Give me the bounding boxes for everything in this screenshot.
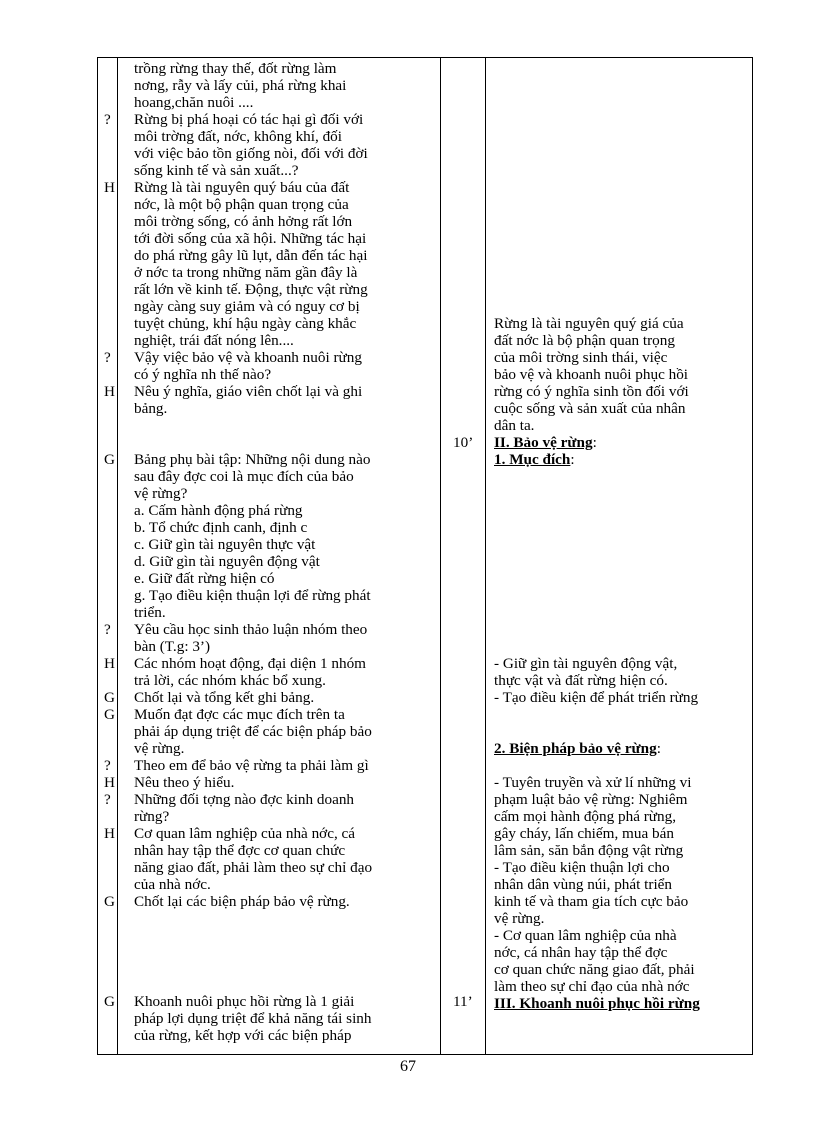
column-divider	[440, 58, 441, 1054]
activity-line: sống kinh tế và sản xuất...?	[134, 162, 299, 179]
page-number: 67	[400, 1058, 416, 1075]
content-line: lâm sản, săn bắn động vật rừng	[494, 842, 684, 859]
activity-line: Những đối tợng nào đợc kinh doanh	[134, 791, 355, 808]
content-line: làm theo sự chỉ đạo của nhà nớc	[494, 978, 690, 995]
activity-line: của rừng, kết hợp với các biện pháp	[134, 1027, 352, 1044]
row-marker: ?	[104, 111, 111, 128]
content-line: - Tạo điều kiện thuận lợi cho	[494, 859, 670, 876]
content-line: vệ rừng.	[494, 910, 545, 927]
activity-line: c. Giữ gìn tài nguyên thực vật	[134, 536, 316, 553]
activity-line: triển.	[134, 604, 166, 621]
row-marker: ?	[104, 757, 111, 774]
activity-line: tuyệt chủng, khí hậu ngày càng khắc	[134, 315, 357, 332]
activity-line: trồng rừng thay thế, đốt rừng làm	[134, 60, 337, 77]
activity-line: của nhà nớc.	[134, 876, 211, 893]
content-line: thực vật và đất rừng hiện có.	[494, 672, 668, 689]
activity-line: Chốt lại các biện pháp bảo vệ rừng.	[134, 893, 350, 910]
content-line: rừng có ý nghĩa sinh tồn đối với	[494, 383, 689, 400]
heading-text: II. Bảo vệ rừng	[494, 434, 593, 451]
activity-line: với việc bảo tồn giống nòi, đối với đời	[134, 145, 368, 162]
content-line: của môi trờng sinh thái, việc	[494, 349, 668, 366]
content-line: đất nớc là bộ phận quan trọng	[494, 332, 675, 349]
heading-text: 2. Biện pháp bảo vệ rừng	[494, 740, 657, 757]
content-line: kinh tế và tham gia tích cực bảo	[494, 893, 689, 910]
activity-line: môi trờng sống, có ảnh hởng rất lớn	[134, 213, 353, 230]
column-divider	[117, 58, 118, 1054]
activity-line: Yêu cầu học sinh thảo luận nhóm theo	[134, 621, 368, 638]
activity-line: nơng, rẫy và lấy củi, phá rừng khai	[134, 77, 347, 94]
content-line: cơ quan chức năng giao đất, phải	[494, 961, 695, 978]
activity-line: Muốn đạt đợc các mục đích trên ta	[134, 706, 345, 723]
content-line: - Cơ quan lâm nghiệp của nhà	[494, 927, 677, 944]
row-marker: H	[104, 179, 115, 196]
subheading-purpose	[494, 453, 575, 466]
row-marker: G	[104, 689, 115, 706]
subheading-measures	[494, 742, 661, 755]
row-marker: ?	[104, 791, 111, 808]
activity-line: pháp lợi dụng triệt để khả năng tái sinh	[134, 1010, 372, 1027]
content-line: phạm luật bảo vệ rừng: Nghiêm	[494, 791, 688, 808]
activity-line: năng giao đất, phải làm theo sự chỉ đạo	[134, 859, 373, 876]
row-marker: H	[104, 655, 115, 672]
content-line: - Giữ gìn tài nguyên động vật,	[494, 655, 678, 672]
activity-line: Theo em để bảo vệ rừng ta phải làm gì	[134, 757, 369, 774]
content-line: Rừng là tài nguyên quý giá của	[494, 315, 684, 332]
content-line: cấm mọi hành động phá rừng,	[494, 808, 677, 825]
time-cell: 10’	[453, 434, 474, 451]
section-heading-protection	[494, 436, 597, 449]
activity-line: tới đời sống của xã hội. Những tác hại	[134, 230, 367, 247]
row-marker: G	[104, 451, 115, 468]
row-marker: G	[104, 893, 115, 910]
content-line: dân ta.	[494, 417, 535, 434]
activity-line: e. Giữ đất rừng hiện có	[134, 570, 275, 587]
activity-line: Chốt lại và tổng kết ghi bảng.	[134, 689, 315, 706]
time-cell: 11’	[453, 993, 473, 1010]
content-line: nớc, cá nhân hay tập thể đợc	[494, 944, 668, 961]
content-line: gây cháy, lấn chiếm, mua bán	[494, 825, 674, 842]
activity-line: nhân hay tập thể đợc cơ quan chức	[134, 842, 346, 859]
activity-line: g. Tạo điều kiện thuận lợi để rừng phát	[134, 587, 371, 604]
activity-line: d. Giữ gìn tài nguyên động vật	[134, 553, 320, 570]
heading-colon: :	[656, 740, 661, 757]
activity-line: môi trờng đất, nớc, không khí, đối	[134, 128, 342, 145]
section-heading-regeneration: III. Khoanh nuôi phục hồi rừng	[494, 995, 700, 1012]
activity-line: trả lời, các nhóm khác bổ xung.	[134, 672, 326, 689]
heading-colon: :	[570, 451, 575, 468]
activity-line: Bảng phụ bài tập: Những nội dung nào	[134, 451, 371, 468]
row-marker: G	[104, 993, 115, 1010]
activity-line: a. Cấm hành động phá rừng	[134, 502, 303, 519]
activity-line: hoang,chăn nuôi ....	[134, 94, 254, 111]
heading-text: 1. Mục đích	[494, 451, 571, 468]
activity-line: Nêu ý nghĩa, giáo viên chốt lại và ghi	[134, 383, 363, 400]
activity-line: sau đây đợc coi là mục đích của bảo	[134, 468, 354, 485]
activity-line: rừng?	[134, 808, 170, 825]
activity-line: Cơ quan lâm nghiệp của nhà nớc, cá	[134, 825, 356, 842]
activity-line: rất lớn về kinh tế. Động, thực vật rừng	[134, 281, 368, 298]
content-line: bảo vệ và khoanh nuôi phục hồi	[494, 366, 689, 383]
content-line: cuộc sống và sản xuất của nhân	[494, 400, 686, 417]
activity-line: bàn (T.g: 3’)	[134, 638, 211, 655]
activity-line: Khoanh nuôi phục hồi rừng là 1 giải	[134, 993, 355, 1010]
activity-line: Rừng là tài nguyên quý báu của đất	[134, 179, 350, 196]
activity-line: do phá rừng gây lũ lụt, dẫn đến tác hại	[134, 247, 368, 264]
row-marker: ?	[104, 349, 111, 366]
activity-line: Rừng bị phá hoại có tác hại gì đối với	[134, 111, 364, 128]
column-divider	[485, 58, 486, 1054]
row-marker: H	[104, 825, 115, 842]
heading-colon: :	[592, 434, 597, 451]
row-marker: H	[104, 774, 115, 791]
activity-line: nghiệt, trái đất nóng lên....	[134, 332, 294, 349]
row-marker: ?	[104, 621, 111, 638]
activity-line: phải áp dụng triệt để các biện pháp bảo	[134, 723, 372, 740]
content-line: - Tuyên truyền và xử lí những vi	[494, 774, 692, 791]
activity-line: ở nớc ta trong những năm gần đây là	[134, 264, 358, 281]
activity-line: vệ rừng.	[134, 740, 185, 757]
activity-line: b. Tổ chức định canh, định c	[134, 519, 308, 536]
activity-line: bảng.	[134, 400, 168, 417]
content-line: - Tạo điều kiện để phát triển rừng	[494, 689, 699, 706]
activity-line: Các nhóm hoạt động, đại diện 1 nhóm	[134, 655, 366, 672]
row-marker: H	[104, 383, 115, 400]
row-marker: G	[104, 706, 115, 723]
activity-line: có ý nghĩa nh thế nào?	[134, 366, 272, 383]
activity-line: Nêu theo ý hiểu.	[134, 774, 235, 791]
activity-line: ngày càng suy giảm và có nguy cơ bị	[134, 298, 360, 315]
activity-line: nớc, là một bộ phận quan trọng của	[134, 196, 349, 213]
content-line: nhân dân vùng núi, phát triển	[494, 876, 672, 893]
activity-line: Vậy việc bảo vệ và khoanh nuôi rừng	[134, 349, 362, 366]
activity-line: vệ rừng?	[134, 485, 188, 502]
